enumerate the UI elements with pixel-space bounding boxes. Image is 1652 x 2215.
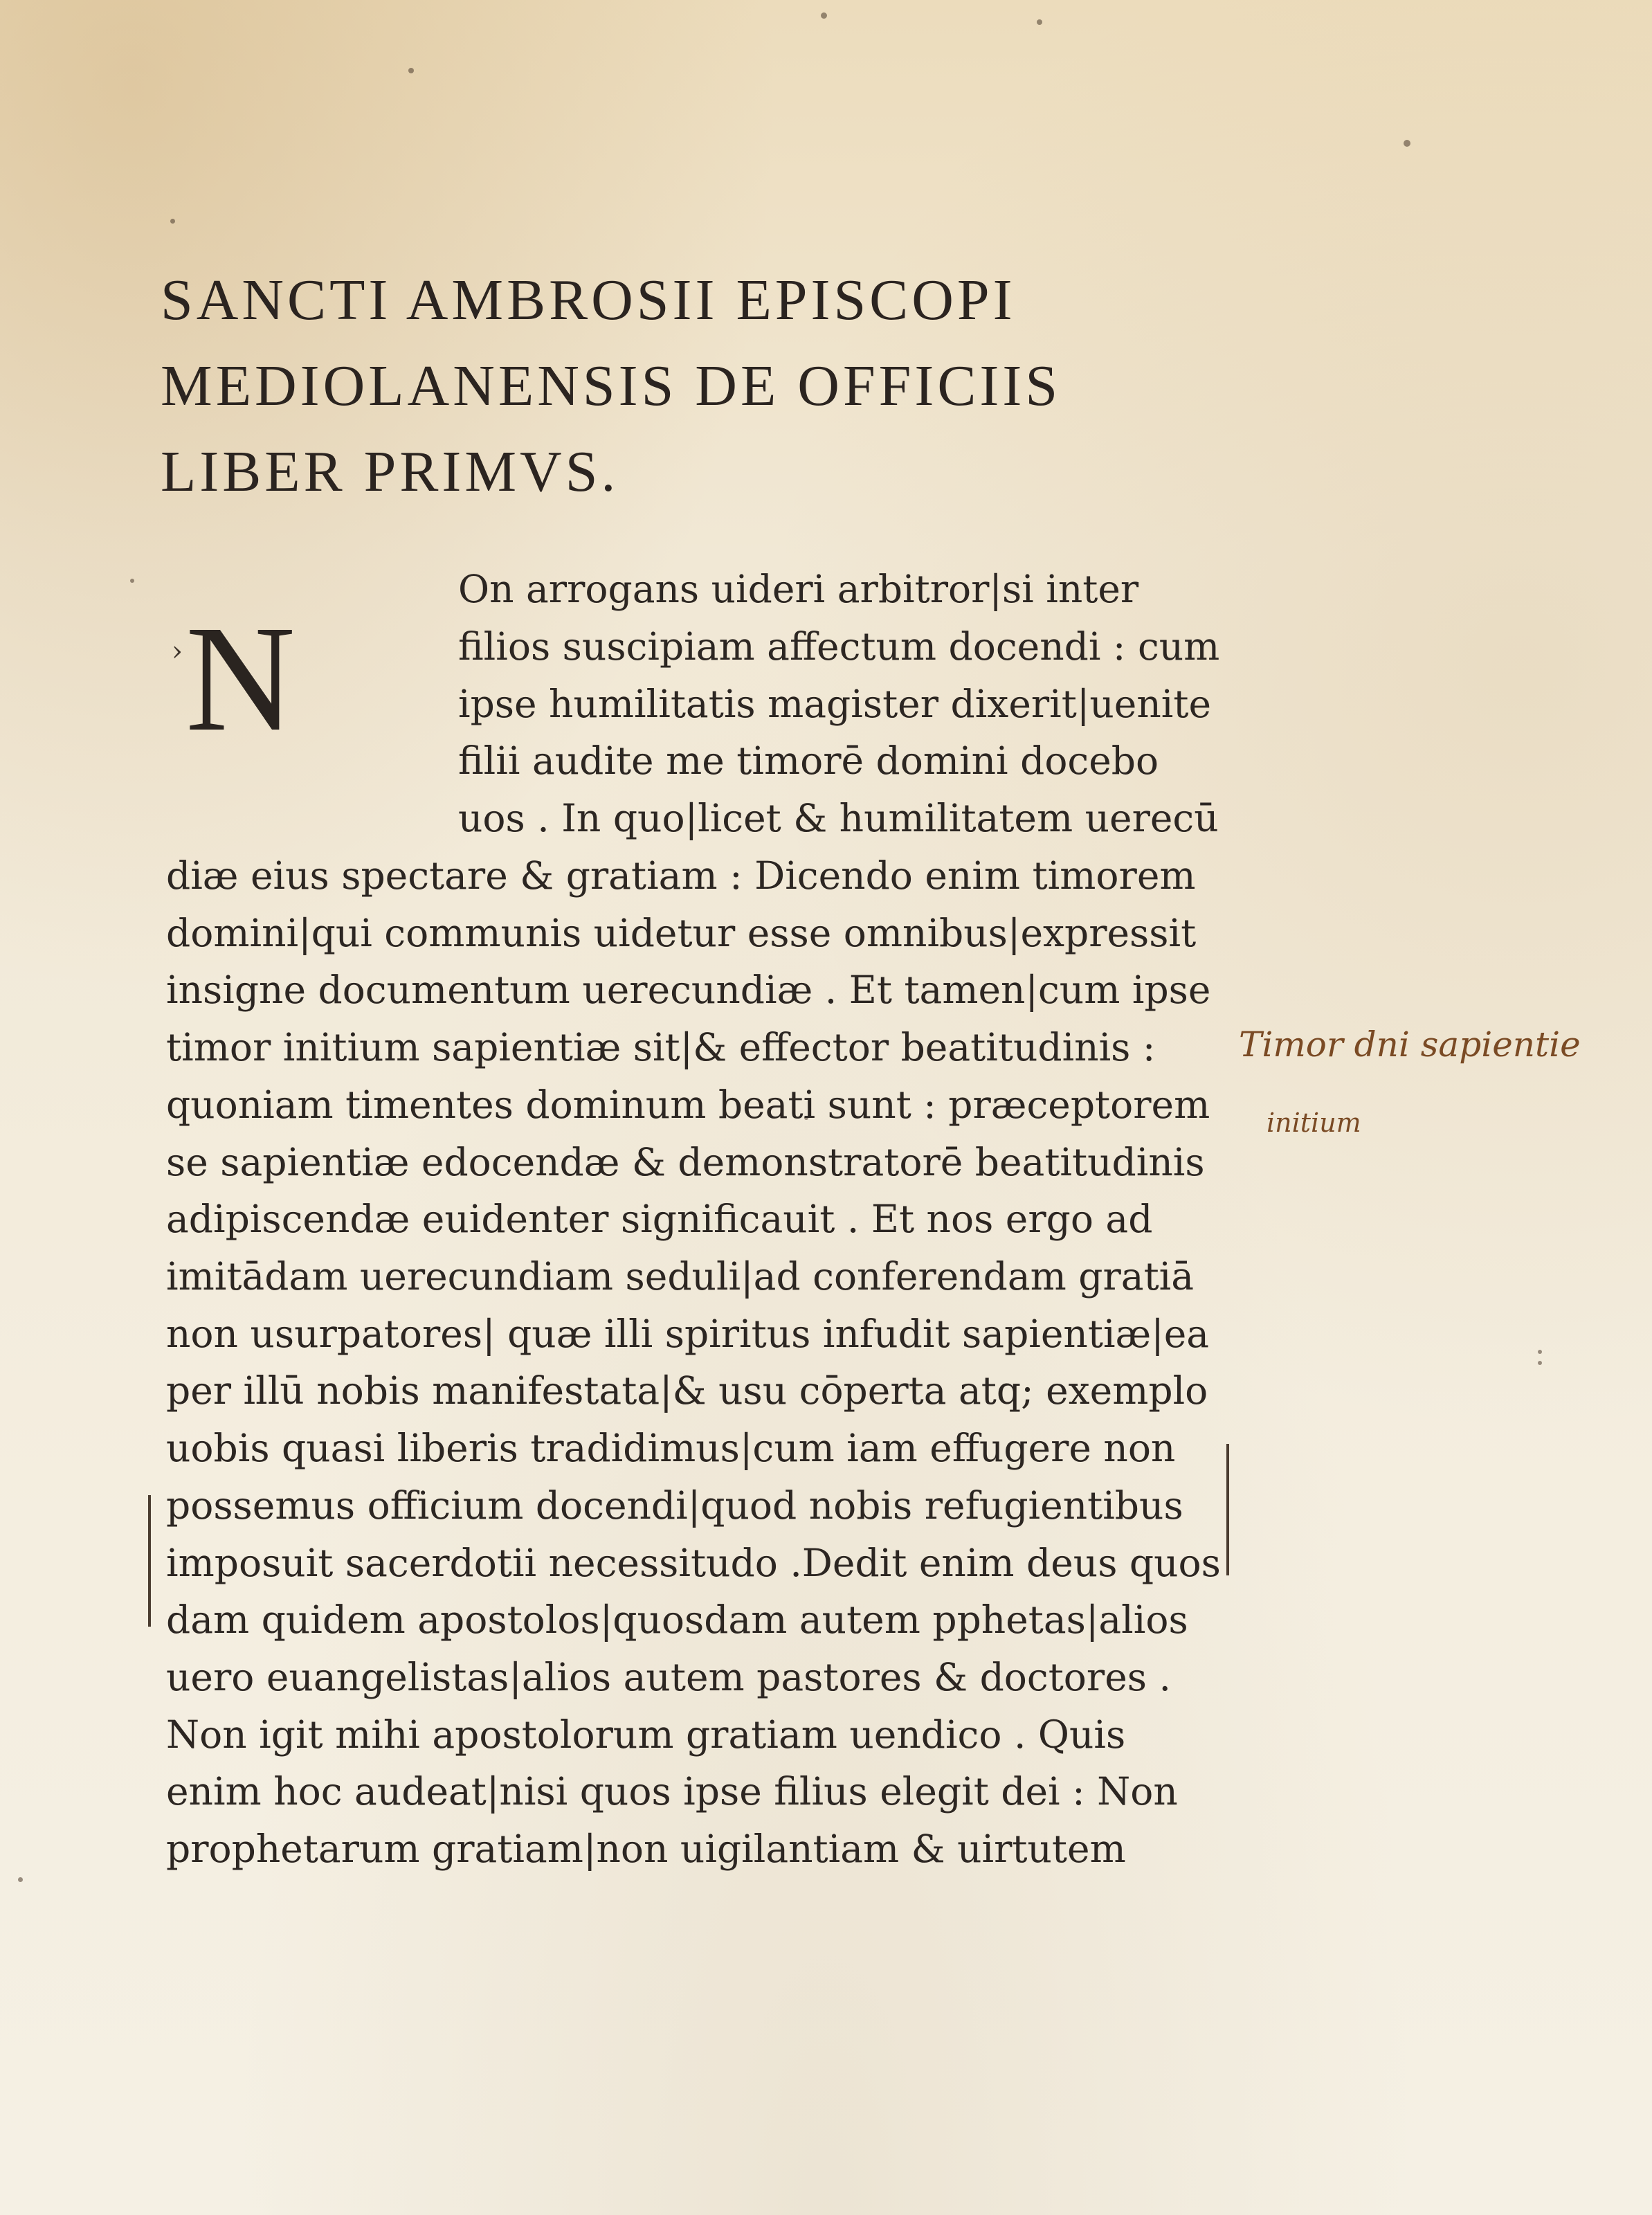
paper-speck <box>170 219 175 224</box>
text-line: prophetarum gratiam|non uigilantiam & uirtutem <box>166 1827 1126 1871</box>
text-line: timor initium sapientiæ sit|& effector beatitudinis : <box>166 1025 1156 1069</box>
text-line: On arrogans uideri arbitror|si inter <box>458 567 1139 611</box>
paper-speck <box>130 579 134 583</box>
text-line: adipiscendæ euidenter significauit . Et nos ergo ad <box>166 1197 1153 1241</box>
text-line: Non igit mihi apostolorum gratiam uendico . Quis <box>166 1712 1126 1757</box>
text-line: quoniam timentes dominum beati sunt : præceptorem <box>166 1083 1210 1127</box>
margin-bracket-right <box>1226 1444 1229 1575</box>
text-line: uero euangelistas|alios autem pastores & doctores . <box>166 1655 1171 1699</box>
text-line: imposuit sacerdotii necessitudo .Dedit enim deus quos <box>166 1541 1221 1585</box>
paper-speck <box>1037 19 1042 25</box>
text-line: se sapientiæ edocendæ & demonstratorē beatitudinis <box>166 1140 1205 1184</box>
text-line: insigne documentum uerecundiæ . Et tamen|cum ipse <box>166 968 1211 1012</box>
initial-mark-icon: › <box>172 635 183 667</box>
text-line: non usurpatores| quæ illi spiritus infudit sapientiæ|ea <box>166 1312 1210 1356</box>
title-line-2: MEDIOLANENSIS DE OFFICIIS <box>161 354 1062 418</box>
text-line: diæ eius spectare & gratiam : Dicendo enim timorem <box>166 853 1196 898</box>
marginal-annotation-line-2: initium <box>1267 1108 1361 1138</box>
text-line: domini|qui communis uidetur esse omnibus|expressit <box>166 911 1197 955</box>
chapter-title <box>161 257 1240 515</box>
text-line: enim hoc audeat|nisi quos ipse filius elegit dei : Non <box>166 1769 1178 1814</box>
text-line: filios suscipiam affectum docendi : cum <box>458 624 1220 669</box>
title-line-1: SANCTI AMBROSII EPISCOPI <box>161 268 1016 332</box>
text-line: dam quidem apostolos|quosdam autem pphetas|alios <box>166 1598 1188 1642</box>
text-line: imitādam uerecundiam seduli|ad conferendam gratiā <box>166 1254 1195 1299</box>
text-line: possemus officium docendi|quod nobis refugientibus <box>166 1483 1183 1528</box>
paper-speck <box>1538 1361 1542 1365</box>
margin-bracket-left <box>148 1495 151 1627</box>
text-line: per illū nobis manifestata|& usu cōperta atq; exemplo <box>166 1368 1208 1413</box>
marginal-annotation-line-1: Timor dni sapientie <box>1239 1024 1581 1065</box>
paper-speck <box>1404 140 1410 147</box>
text-line: uos . In quo|licet & humilitatem uerecū <box>458 796 1219 840</box>
text-line: filii audite me timorē domini docebo <box>458 739 1159 783</box>
text-line: ipse humilitatis magister dixerit|uenite <box>458 682 1212 726</box>
paper-speck <box>821 12 827 19</box>
text-line: uobis quasi liberis tradidimus|cum iam effugere non <box>166 1426 1176 1470</box>
title-line-3: LIBER PRIMVS. <box>161 440 619 504</box>
paper-speck <box>18 1877 23 1882</box>
drop-cap-initial: N <box>185 594 296 763</box>
paper-speck <box>1538 1350 1542 1354</box>
paper-speck <box>408 68 414 73</box>
